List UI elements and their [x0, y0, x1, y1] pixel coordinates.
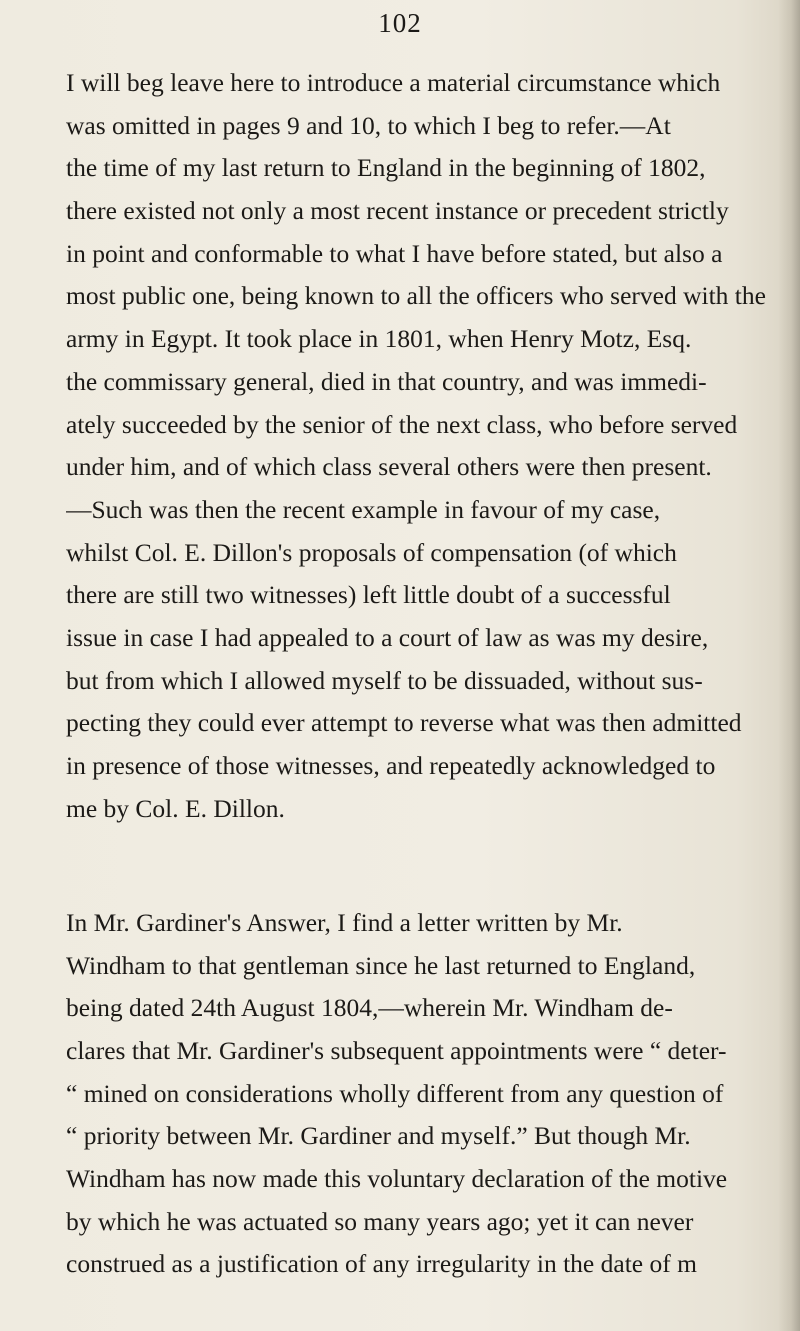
text-line: the time of my last return to England in the beginning of 1802, [66, 153, 706, 183]
text-line: army in Egypt. It took place in 1801, when Henry Motz, Esq. [66, 324, 692, 354]
text-line: issue in case I had appealed to a court of law as was my desire, [66, 622, 709, 652]
text-line: pecting they could ever attempt to reverse what was then admitted [66, 708, 742, 738]
text-line: I will beg leave here to introduce a material circumstance which [66, 68, 721, 97]
text-line: —Such was then the recent example in favour of my case, [66, 494, 661, 524]
text-line: there are still two witnesses) left little doubt of a successful [66, 580, 671, 610]
paragraph-1 [66, 62, 770, 830]
text-line: but from which I allowed myself to be dissuaded, without sus- [66, 665, 703, 695]
text-line: in point and conformable to what I have before stated, but also a [66, 238, 723, 268]
text-line: “ priority between Mr. Gardiner and myself.” But though Mr. [66, 1121, 691, 1151]
text-line: the commissary general, died in that country, and was immedi- [66, 366, 707, 396]
text-line: was omitted in pages 9 and 10, to which I beg to refer.—At [66, 110, 671, 140]
text-line: being dated 24th August 1804,—wherein Mr. Windham de- [66, 993, 673, 1023]
text-line: “ mined on considerations wholly different from any question of [66, 1078, 724, 1108]
text-line: whilst Col. E. Dillon's proposals of compensation (of which [66, 537, 677, 567]
text-line: me by Col. E. Dillon. [66, 793, 285, 823]
text-line: In Mr. Gardiner's Answer, I find a letter written by Mr. [66, 908, 623, 937]
text-line: most public one, being known to all the officers who served with the [66, 281, 766, 311]
text-line: ately succeeded by the senior of the next class, who before served [66, 409, 738, 439]
last-text-line: construed as a justification of any irregularity in the date of m [66, 1249, 697, 1278]
text-line: clares that Mr. Gardiner's subsequent appointments were “ deter- [66, 1036, 727, 1066]
text-line: there existed not only a most recent instance or precedent strictly [66, 196, 729, 226]
page-number: 102 [378, 8, 422, 38]
page-edge-shadow [778, 0, 800, 1331]
text-line: by which he was actuated so many years ago; yet it can never [66, 1206, 694, 1236]
text-line: under him, and of which class several others were then present. [66, 452, 712, 482]
text-line: Windham has now made this voluntary declaration of the motive [66, 1164, 728, 1194]
text-line: Windham to that gentleman since he last returned to England, [66, 950, 696, 980]
text-line: in presence of those witnesses, and repeatedly acknowledged to [66, 751, 716, 780]
paragraph-2 [66, 902, 770, 1244]
